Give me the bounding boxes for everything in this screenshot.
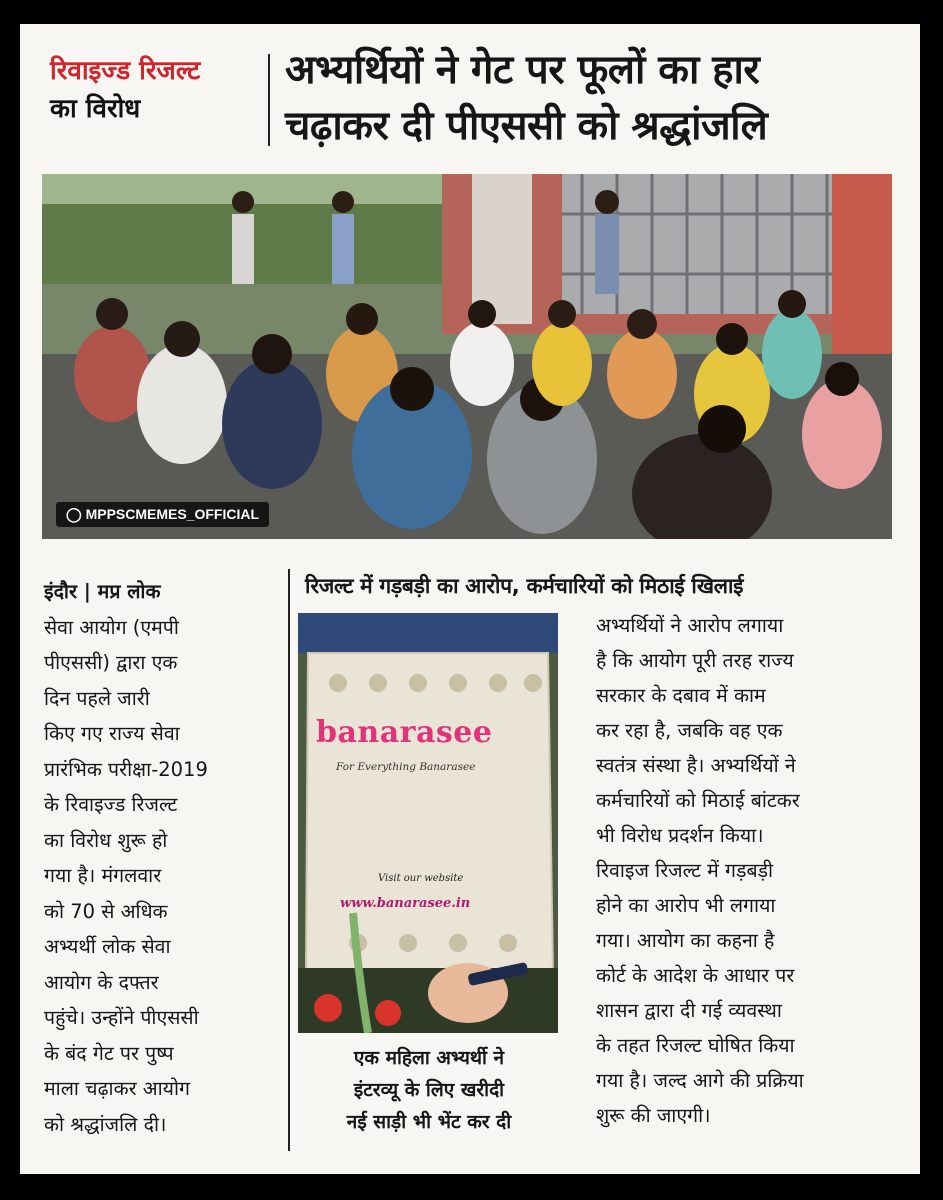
left-column-body: सेवा आयोग (एमपी पीएससी) द्वारा एक दिन पहले जारी किए गए राज्य सेवा प्रारंभिक परीक्षा-2019 के रिवाइज्ड रिजल्ट का विरोध शुरू हो गया है। मंगलवार को 70 से अधिक अभ्यर्थी लोक सेवा आयोग के दफ्तर पहुंचे। उन्होंने पीएससी के बंद गेट पर पुष्प माला चढ़ाकर आयोग को श्रद्धांजलि दी। [44, 615, 208, 1136]
saree-bag-photo [298, 613, 558, 1033]
column-divider [288, 569, 290, 1151]
kicker-divider [268, 54, 270, 146]
dateline: इंदौर | मप्र लोक [44, 580, 161, 603]
bag-tagline: For Everything Banarasee [336, 761, 476, 773]
bag-url: www.banarasee.in [340, 896, 471, 911]
subhead: रिजल्ट में गड़बड़ी का आरोप, कर्मचारियों को मिठाई खिलाई [305, 574, 744, 598]
right-column: अभ्यर्थियों ने आरोप लगाया है कि आयोग पूरी तरह राज्य सरकार के दबाव में काम कर रहा है, जबकि वह एक स्वतंत्र संस्था है। अभ्यर्थियों ने कर्मचारियों को मिठाई बांटकर भी विरोध प्रदर्शन किया। रिवाइज रिजल्ट में गड़बड़ी होने का आरोप भी लगाया गया। आयोग का कहना है कोर्ट के आदेश के आधार पर शासन द्वारा दी गई व्यवस्था के तहत रिजल्ट घोषित किया गया है। जल्द आगे की प्रक्रिया शुरू की जाएगी। [596, 614, 804, 1127]
left-column [44, 574, 274, 1142]
headline-line-1: अभ्यर्थियों ने गेट पर फूलों का हार [285, 47, 760, 93]
bag-brand: banarasee [316, 715, 493, 750]
watermark [56, 502, 269, 527]
protest-photo-illustration [42, 174, 892, 539]
headline [285, 42, 920, 154]
bag-visit: Visit our website [378, 873, 464, 884]
kicker-line-1: रिवाइज्ड रिजल्ट [50, 56, 201, 86]
kicker-line-2: का विरोध [50, 94, 141, 124]
instagram-icon: ◯ [66, 506, 82, 522]
watermark-text: MPPSCMEMES_OFFICIAL [85, 506, 260, 522]
saree-bag-illustration [298, 613, 558, 1033]
photo-caption: एक महिला अभ्यर्थी ने इंटरव्यू के लिए खरीदी नई साड़ी भी भेंट कर दी [346, 1047, 512, 1133]
headline-line-2: चढ़ाकर दी पीएससी को श्रद्धांजलि [285, 103, 768, 149]
protest-photo [42, 174, 892, 539]
kicker [50, 52, 260, 128]
newspaper-clipping [20, 24, 920, 1174]
